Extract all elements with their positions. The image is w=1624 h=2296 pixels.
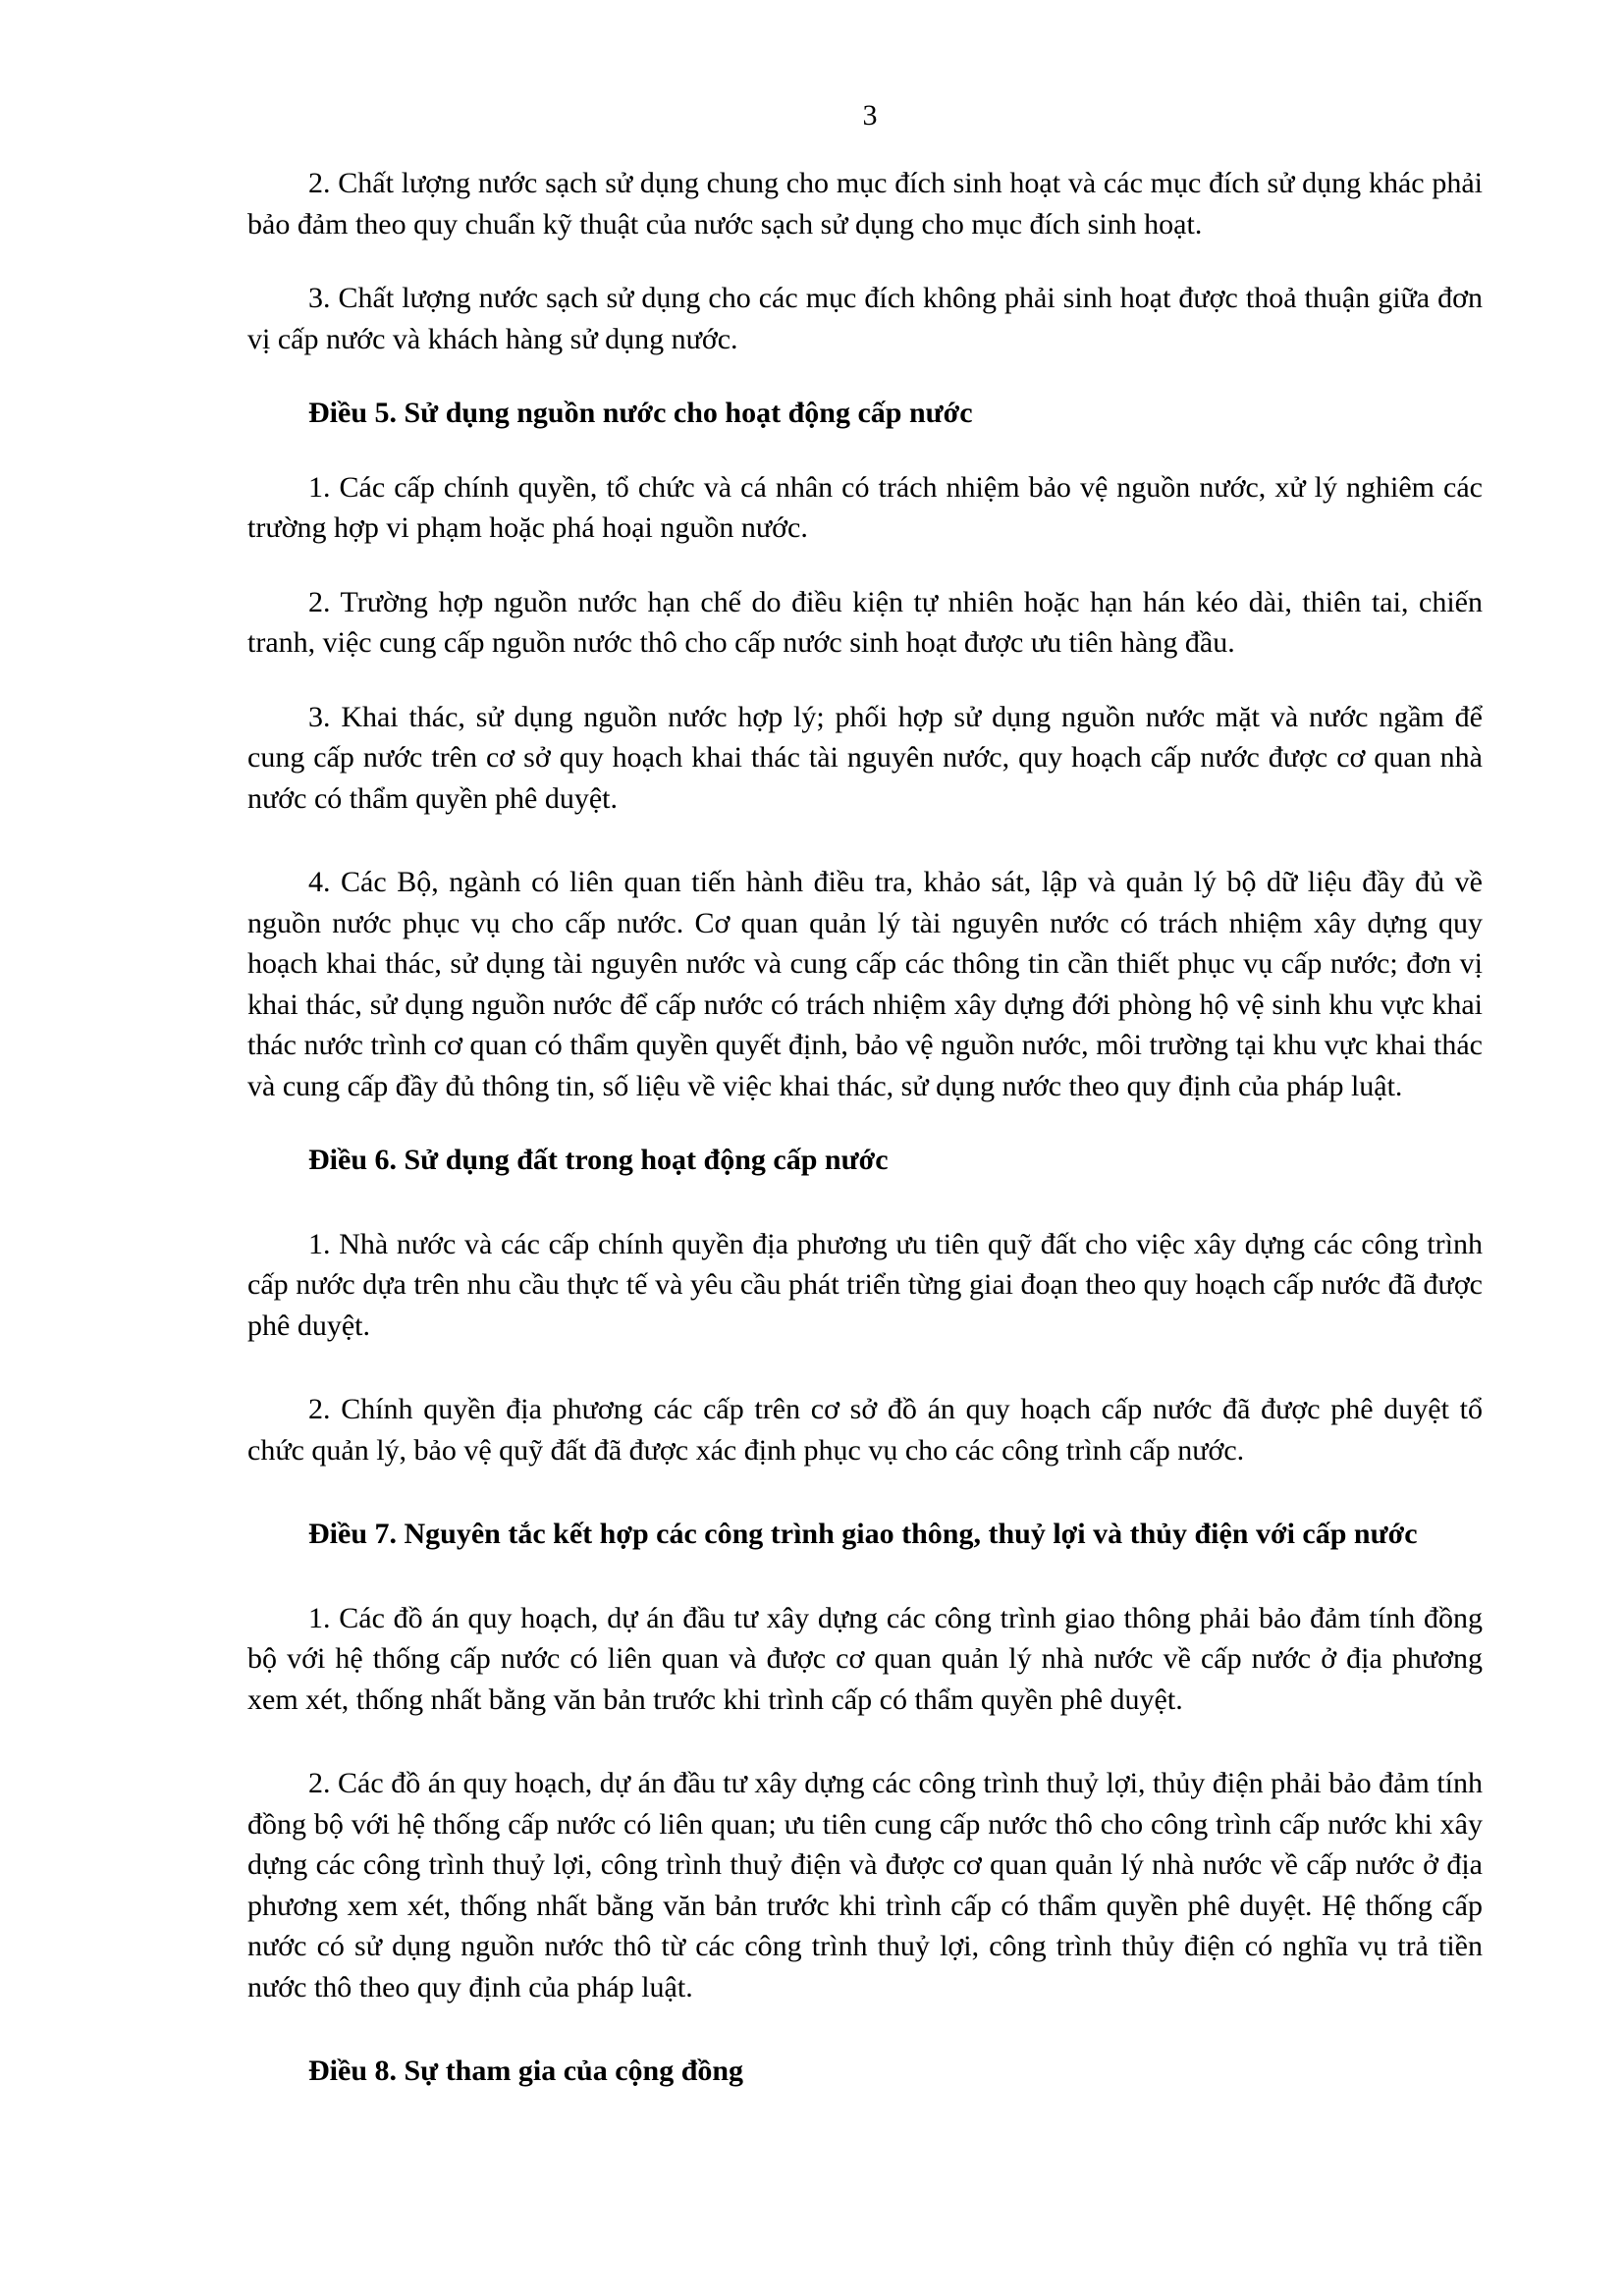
article-6-clause-1: 1. Nhà nước và các cấp chính quyền địa phương ưu tiên quỹ đất cho việc xây dựng các công trình cấp nước dựa trên nhu cầu thực tế và yêu cầu phát triển từng giai đoạn theo quy hoạch cấp nước đã được phê duyệt. bbox=[247, 1227, 1483, 1342]
page-number: 3 bbox=[862, 99, 878, 132]
article-6-heading: Điều 6. Sử dụng đất trong hoạt động cấp nước bbox=[308, 1144, 889, 1176]
article-8-heading: Điều 8. Sự tham gia của cộng đồng bbox=[308, 2055, 744, 2087]
article-4-clause-2: 2. Chất lượng nước sạch sử dụng chung cho mục đích sinh hoạt và các mục đích sử dụng khác phải bảo đảm theo quy chuẩn kỹ thuật của nước sạch sử dụng cho mục đích sinh hoạt. bbox=[247, 167, 1483, 240]
article-5-clause-3: 3. Khai thác, sử dụng nguồn nước hợp lý; phối hợp sử dụng nguồn nước mặt và nước ngầm để cung cấp nước trên cơ sở quy hoạch khai thác tài nguyên nước, quy hoạch cấp nước được cơ quan nhà nước có thẩm quyền phê duyệt. bbox=[247, 700, 1483, 815]
article-5-heading: Điều 5. Sử dụng nguồn nước cho hoạt động cấp nước bbox=[308, 397, 973, 429]
article-7-heading: Điều 7. Nguyên tắc kết hợp các công trình giao thông, thuỷ lợi và thủy điện với cấp nước bbox=[308, 1518, 1418, 1550]
article-5-clause-1: 1. Các cấp chính quyền, tổ chức và cá nhân có trách nhiệm bảo vệ nguồn nước, xử lý nghiêm các trường hợp vi phạm hoặc phá hoại nguồn nước. bbox=[247, 470, 1483, 544]
article-7-clause-1: 1. Các đồ án quy hoạch, dự án đầu tư xây dựng các công trình giao thông phải bảo đảm tính đồng bộ với hệ thống cấp nước có liên quan và được cơ quan quản lý nhà nước về cấp nước ở địa phương xem xét, thống nhất bằng văn bản trước khi trình cấp có thẩm quyền phê duyệt. bbox=[247, 1601, 1483, 1716]
article-4-clause-3: 3. Chất lượng nước sạch sử dụng cho các mục đích không phải sinh hoạt được thoả thuận giữa đơn vị cấp nước và khách hàng sử dụng nước. bbox=[247, 282, 1483, 355]
article-7-clause-2: 2. Các đồ án quy hoạch, dự án đầu tư xây dựng các công trình thuỷ lợi, thủy điện phải bảo đảm tính đồng bộ với hệ thống cấp nước có liên quan; ưu tiên cung cấp nước thô cho công trình cấp nước khi xây dựng các công trình thuỷ lợi, công trình thuỷ điện và được cơ quan quản lý nhà nước về cấp nước ở địa phương xem xét, thống nhất bằng văn bản trước khi trình cấp có thẩm quyền phê duyệt. Hệ thống cấp nước có sử dụng nguồn nước thô từ các công trình thuỷ lợi, công trình thủy điện có nghĩa vụ trả tiền nước thô theo quy định của pháp luật. bbox=[247, 1767, 1483, 2003]
article-5-clause-4: 4. Các Bộ, ngành có liên quan tiến hành điều tra, khảo sát, lập và quản lý bộ dữ liệu đầy đủ về nguồn nước phục vụ cho cấp nước. Cơ quan quản lý tài nguyên nước có trách nhiệm xây dựng quy hoạch khai thác, sử dụng tài nguyên nước và cung cấp các thông tin cần thiết phục vụ cấp nước; đơn vị khai thác, sử dụng nguồn nước để cấp nước có trách nhiệm xây dựng đới phòng hộ vệ sinh khu vực khai thác nước trình cơ quan có thẩm quyền quyết định, bảo vệ nguồn nước, môi trường tại khu vực khai thác và cung cấp đầy đủ thông tin, số liệu về việc khai thác, sử dụng nước theo quy định của pháp luật. bbox=[247, 866, 1483, 1102]
article-5-clause-2: 2. Trường hợp nguồn nước hạn chế do điều kiện tự nhiên hoặc hạn hán kéo dài, thiên tai, chiến tranh, việc cung cấp nguồn nước thô cho cấp nước sinh hoạt được ưu tiên hàng đầu. bbox=[247, 585, 1483, 659]
article-6-clause-2: 2. Chính quyền địa phương các cấp trên cơ sở đồ án quy hoạch cấp nước đã được phê duyệt tổ chức quản lý, bảo vệ quỹ đất đã được xác định phục vụ cho các công trình cấp nước. bbox=[247, 1393, 1483, 1467]
document-page bbox=[247, 96, 1483, 2125]
